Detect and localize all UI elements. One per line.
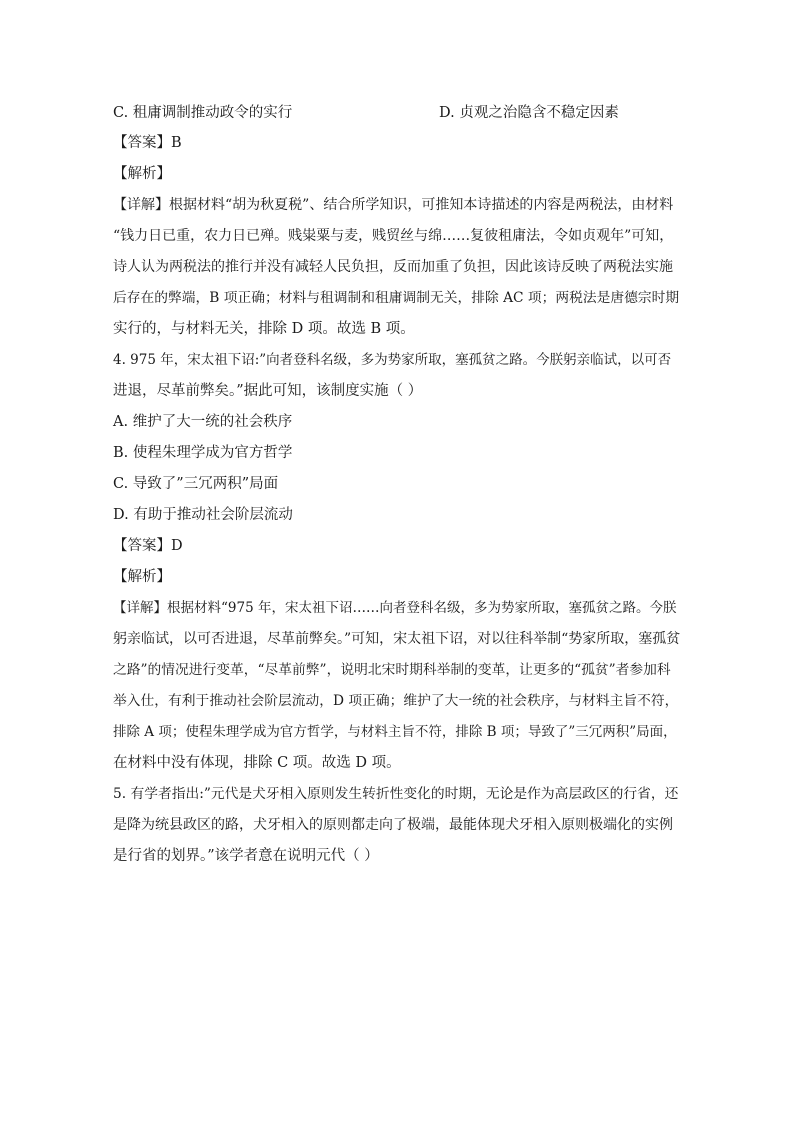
answer-value: D [171, 538, 183, 554]
q4-analysis-label: 【解析】 [113, 569, 171, 585]
q3-detail-line [113, 196, 673, 214]
q3-option-d: D. 贞观之治隐含不稳定因素 [439, 105, 619, 121]
q5-stem-line: 是行省的划界。”该学者意在说明元代（ ） [113, 848, 379, 864]
q4-detail-line: 在材料中没有体现，排除 C 项。故选 D 项。 [113, 755, 401, 771]
answer-label: 【答案】 [113, 538, 171, 554]
q4-detail-line: 之路”的情况进行变革，“尽革前弊”，说明北宋时期科举制的变革，让更多的“孤贫”者参加科 [113, 662, 671, 678]
answer-label: 【答案】 [113, 135, 171, 151]
detail-text: 根据材料“胡为秋夏税”、结合所学知识，可推知本诗描述的内容是两税法，由材料 [169, 197, 674, 213]
q4-option-a: A. 维护了大一统的社会秩序 [113, 414, 293, 430]
q4-detail-line: 躬亲临试，以可否进退，尽革前弊矣。”可知，宋太祖下诏，对以往科举制“势家所取，塞孤贫 [113, 631, 681, 647]
q3-option-c: C. 租庸调制推动政令的实行 [113, 105, 293, 121]
q4-detail-line: 举入仕，有利于推动社会阶层流动，D 项正确；维护了大一统的社会秩序，与材料主旨不符， [113, 693, 679, 709]
answer-value: B [171, 135, 182, 151]
q3-analysis-label: 【解析】 [113, 166, 171, 182]
q3-detail-line: 实行的，与材料无关，排除 D 项。故选 B 项。 [113, 321, 415, 337]
q4-option-d: D. 有助于推动社会阶层流动 [113, 507, 293, 523]
q3-answer [113, 134, 182, 152]
q4-detail-line: 排除 A 项；使程朱理学成为官方哲学，与材料主旨不符，排除 B 项；导致了”三冗两积”局面， [113, 724, 677, 740]
q4-option-c: C. 导致了”三冗两积”局面 [113, 476, 279, 492]
detail-label: 【详解】 [113, 600, 167, 616]
q4-option-b: B. 使程朱理学成为官方哲学 [113, 445, 293, 461]
q4-stem-line: 4. 975 年，宋太祖下诏:”向者登科名级，多为势家所取，塞孤贫之路。今朕躬亲临试，以可否 [113, 352, 672, 368]
q4-stem-line: 进退，尽革前弊矣。”据此可知，该制度实施（ ） [113, 383, 423, 399]
q3-detail-line: 后存在的弊端，B 项正确；材料与租调制和租庸调制无关，排除 AC 项；两税法是唐德宗时期 [113, 290, 680, 306]
q4-answer [113, 537, 183, 555]
detail-text: 根据材料“975 年，宋太祖下诏……向者登科名级，多为势家所取，塞孤贫之路。今朕 [167, 600, 677, 616]
q3-detail-line: 诗人认为两税法的推行并没有减轻人民负担，反而加重了负担，因此该诗反映了两税法实施 [113, 259, 673, 275]
q5-stem-line: 5. 有学者指出:”元代是犬牙相入原则发生转折性变化的时期，无论是作为高层政区的行省，还 [113, 786, 679, 802]
q3-detail-line: “钱力日已重，农力日已殚。贱粜粟与麦，贱贸丝与绵……复彼租庸法，令如贞观年”可知， [113, 228, 674, 244]
q5-stem-line: 是降为统县政区的路，犬牙相入的原则都走向了极端，最能体现犬牙相入原则极端化的实例 [113, 817, 673, 833]
q4-detail-line [113, 599, 676, 617]
detail-label: 【详解】 [113, 197, 169, 213]
